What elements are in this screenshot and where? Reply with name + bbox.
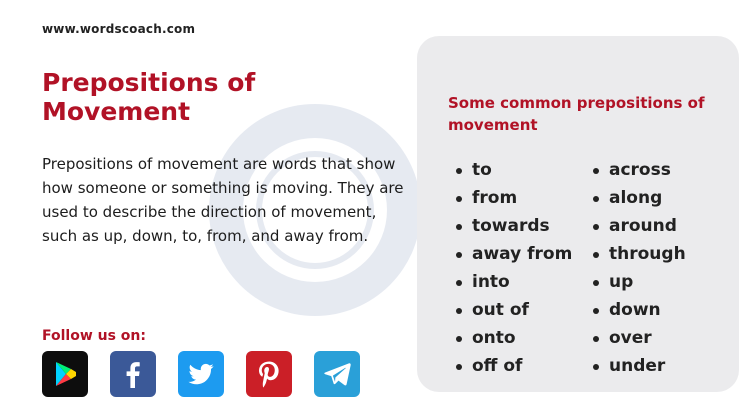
site-url[interactable]: www.wordscoach.com	[42, 22, 196, 36]
list-item: away from	[456, 240, 572, 268]
list-item: into	[456, 268, 572, 296]
page-title: Prepositions of Movement	[42, 68, 256, 126]
google-play-button[interactable]	[42, 351, 88, 397]
pinterest-button[interactable]	[246, 351, 292, 397]
list-item: from	[456, 184, 572, 212]
list-item: through	[593, 240, 686, 268]
telegram-button[interactable]	[314, 351, 360, 397]
list-item: out of	[456, 296, 572, 324]
prepositions-list-right	[593, 156, 686, 380]
prepositions-panel	[417, 36, 739, 392]
telegram-icon	[322, 359, 352, 389]
social-links	[42, 351, 360, 397]
facebook-icon	[118, 359, 148, 389]
list-item: along	[593, 184, 686, 212]
list-item: across	[593, 156, 686, 184]
description-text: Prepositions of movement are words that show how someone or something is moving. They are used to describe the direction of movement, such as up, down, to, from, and away from.	[42, 155, 404, 245]
list-item: off of	[456, 352, 572, 380]
twitter-button[interactable]	[178, 351, 224, 397]
list-item: down	[593, 296, 686, 324]
list-item: onto	[456, 324, 572, 352]
twitter-icon	[186, 359, 216, 389]
panel-heading: Some common prepositions of movement	[448, 94, 705, 134]
list-item: around	[593, 212, 686, 240]
list-item: over	[593, 324, 686, 352]
prepositions-list-left	[456, 156, 572, 380]
list-item: towards	[456, 212, 572, 240]
pinterest-icon	[254, 359, 284, 389]
facebook-button[interactable]	[110, 351, 156, 397]
google-play-icon	[50, 359, 80, 389]
follow-label: Follow us on:	[42, 328, 146, 344]
list-item: under	[593, 352, 686, 380]
list-item: up	[593, 268, 686, 296]
list-item: to	[456, 156, 572, 184]
